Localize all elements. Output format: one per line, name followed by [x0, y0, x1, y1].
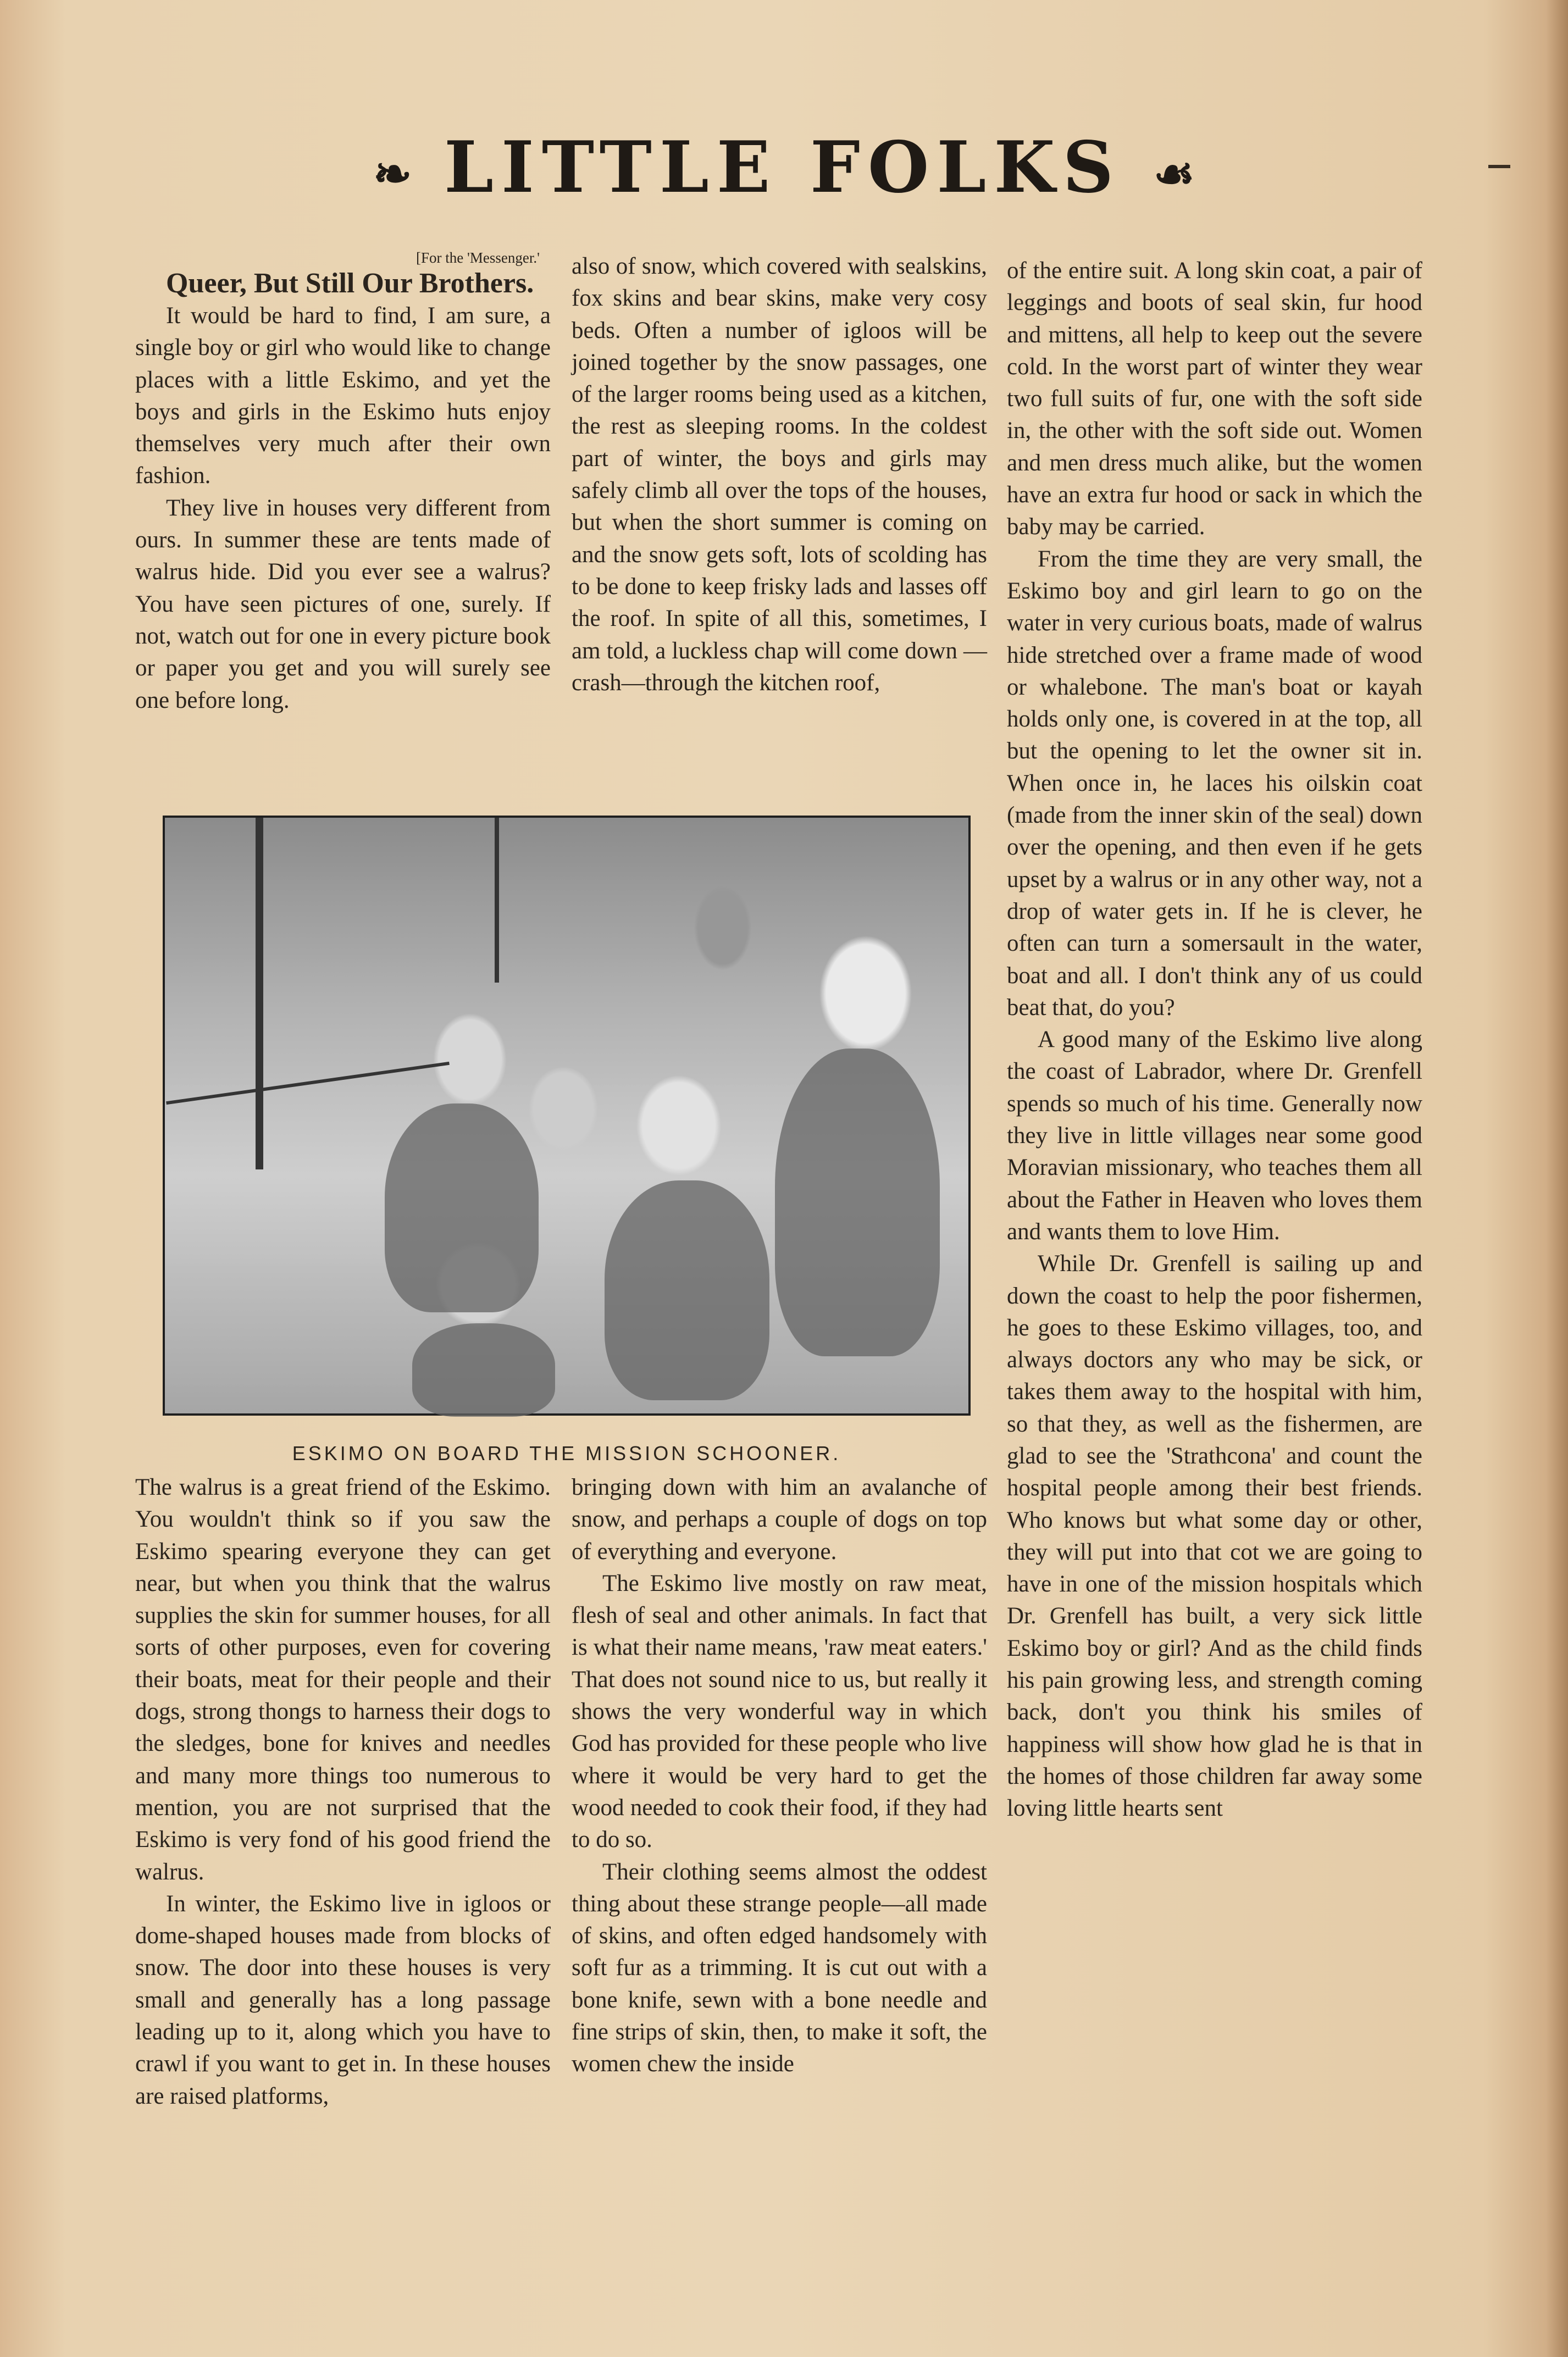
paragraph: A good many of the Eskimo live along the coast of Labrador, where Dr. Grenfell spends so much of his time. Generally now they live in little villages near some good Moravian missionary, who teaches them all about the Father in Heaven who loves them and wants them to love Him.: [1007, 1027, 1422, 1245]
photo-figure: [775, 1049, 940, 1356]
paragraph: From the time they are very small, the Eskimo boy and girl learn to go on the water in very curious boats, made of walrus hide stretched over a frame made of wood or whalebone. The man's boat or kayah holds only one, is covered in at the top, all but the opening to let the owner sit in. When once in, he laces his oilskin coat (made from the inner skin of the seal) down over the opening, and then even if he gets upset by a walrus or in any other way, not a drop of water gets in. If he is clever, he often can turn a somersault in the water, boat and all. I don't think any of us could beat that, do you?: [1007, 546, 1422, 1021]
paragraph: The walrus is a great friend of the Eskimo. You wouldn't think so if you saw the Eskimo spearing everyone they can get near, but when you think that the walrus supplies the skin for summer houses, for all sorts of other purposes, even for covering their boats, meat for their people and their dogs, strong thongs to harness their dogs to the sledges, bone for knives and needles and many more things too numerous to mention, you are not surprised that the Eskimo is very fond of his good friend the walrus.: [135, 1474, 551, 1885]
paragraph: bringing down with him an avalanche of snow, and perhaps a couple of dogs on top of everything and everyone.: [572, 1474, 987, 1565]
column-1-top: [135, 248, 551, 717]
photo-figure: [605, 1180, 769, 1400]
page-heading: [0, 126, 1568, 209]
paragraph: of the entire suit. A long skin coat, a pair of leggings and boots of seal skin, fur hood and mittens, all help to keep out the severe cold. In the worst part of winter they wear two full suits of fur, one with the soft side in, the other with the soft side out. Women and men dress much alike, but the women have an extra fur hood or sack in which the baby may be carried.: [1007, 258, 1422, 540]
eskimo-photograph: [163, 816, 971, 1416]
margin-mark: [1488, 165, 1510, 168]
photo-figure: [385, 1103, 539, 1312]
photo-figure: [412, 1323, 555, 1417]
photo-mast: [256, 818, 263, 1169]
paragraph: While Dr. Grenfell is sailing up and down the coast to help the poor fishermen, he goes to these Eskimo villages, too, and always doctors any who may be sick, or takes them away to the hospital with him, so that they, as well as the fishermen, are glad to see the 'Strathcona' and count the hospital people among their best friends. Who knows but what some day or other, they will put into that cot we are going to have in one of the mission hospitals which Dr. Grenfell has built, a very sick little Eskimo boy or girl? And as the child finds his pain growing less, and strength coming back, don't you think his smiles of happiness will show how glad he is that in the homes of those children far away some loving little hearts sent: [1007, 1251, 1422, 1822]
column-1-bottom: [135, 1472, 551, 2112]
heading-ornament-left-icon: ❧: [373, 146, 412, 201]
page-edge-shadow: [1546, 0, 1568, 2357]
article-title: Queer, But Still Our Brothers.: [166, 268, 534, 299]
photo-mast: [495, 818, 499, 983]
heading-title: LITTLE FOLKS: [444, 126, 1122, 209]
column-2-top: [572, 251, 987, 699]
paragraph: In winter, the Eskimo live in igloos or dome-shaped houses made from blocks of snow. The door into these houses is very small and generally has a long passage leading up to it, along which you have to crawl if you want to get in. In these houses are raised platforms,: [135, 1890, 551, 2109]
paragraph: They live in houses very different from ours. In summer these are tents made of walrus hide. Did you ever see a walrus? You have seen pictures of one, surely. If not, watch out for one in every picture book or paper you get and you will surely see one before long.: [135, 495, 551, 713]
paragraph: also of snow, which covered with sealskins, fox skins and bear skins, make very cosy beds. Often a number of igloos will be joined together by the snow passages, one of the larger rooms being used as a kitchen, the rest as sleeping rooms. In the coldest part of winter, the boys and girls may safely climb all over the tops of the houses, but when the short summer is coming on and the snow gets soft, lots of scolding has to be done to keep frisky lads and lasses off the roof. In spite of all this, sometimes, I am told, a luckless chap will come down —crash—through the kitchen roof,: [572, 253, 987, 696]
photo-rigging: [166, 1062, 450, 1105]
column-3: [1007, 255, 1422, 1825]
column-2-bottom: [572, 1472, 987, 2081]
paragraph: Their clothing seems almost the oddest thing about these strange people—all made of skins, and often edged handsomely with soft fur as a trimming. It is cut out with a bone knife, sewn with a bone needle and fine strips of skin, then, to make it soft, the women chew the inside: [572, 1859, 987, 2077]
paragraph: It would be hard to find, I am sure, a single boy or girl who would like to change places with a little Eskimo, and yet the boys and girls in the Eskimo huts enjoy themselves very much after their own fashion.: [135, 303, 551, 489]
article-credit: [For the 'Messenger.': [416, 249, 540, 266]
heading-ornament-right-icon: ☙: [1153, 146, 1195, 201]
photo-caption: ESKIMO ON BOARD THE MISSION SCHOONER.: [292, 1442, 841, 1465]
paragraph: The Eskimo live mostly on raw meat, flesh of seal and other animals. In fact that is what their name means, 'raw meat eaters.' That does not sound nice to us, but really it shows the very wonderful way in which God has provided for these people who live where it would be very hard to get the wood needed to cook their food, if they had to do so.: [572, 1570, 987, 1853]
